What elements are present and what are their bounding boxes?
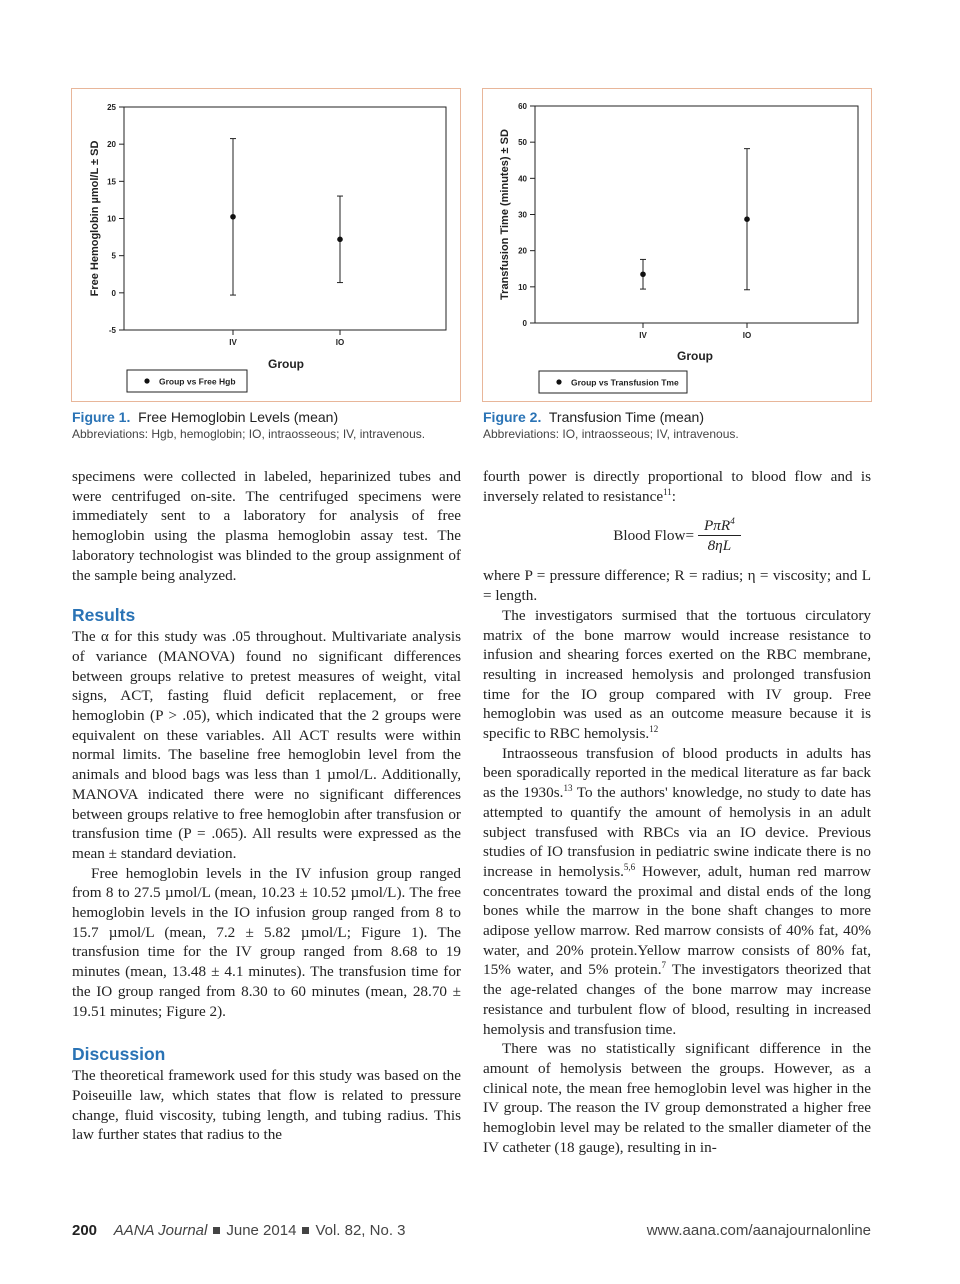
fig2-y-tick-label: 40 [518, 174, 527, 184]
fig2-x-tick-label: IO [742, 331, 752, 340]
right-column [483, 467, 871, 1158]
formula-numerator [698, 516, 741, 536]
fig1-y-tick-label: -5 [108, 326, 116, 335]
fig2-mean-point [744, 216, 750, 222]
page-footer-left [72, 1222, 406, 1239]
figure-1-chart [71, 88, 461, 402]
fig2-mean-point [640, 271, 646, 277]
hypothesis-text: The investigators surmised that the tortuous circulatory matrix of the bone marrow would increase resistance to infusion and shearing forces exerted on the RBC membrane, resulting in increased hemolysis and prolonged transfusion time for the IO group compared with IV group. Free hemoglobin was used as an outcome measure because it is specific to RBC hemolysis. [483, 606, 871, 743]
discussion-heading: Discussion [72, 1044, 166, 1065]
results-paragraph-2: Free hemoglobin levels in the IV infusion group ranged from 8 to 27.5 µmol/L (mean, 10.23 ± 10.52 µmol/L). The free hemoglobin levels in the IO infusion group ranged from 8 to 15.7 µmol/L (mean, 7.2 ± 5.82 µmol/L; Figure 1). The transfusion time for the IV group ranged from 8.68 to 19 minutes (mean, 13.48 ± 4.1 minutes). The transfusion time for the IO group ranged from 8.30 to 60 minutes (mean, 28.70 ± 19.51 minutes; Figure 2). [72, 864, 461, 1020]
results-heading: Results [72, 605, 136, 626]
page-number: 200 [72, 1222, 98, 1239]
fig1-legend-label: Group vs Free Hgb [159, 376, 236, 387]
fig2-legend-marker [556, 379, 561, 384]
fig2-y-tick-label: 0 [522, 319, 527, 328]
figure-2-label: Figure 2. [483, 409, 542, 425]
figure-1-svg [72, 89, 460, 401]
fig1-mean-point [230, 214, 236, 220]
fig2-plot-frame [535, 106, 858, 323]
figure-2-caption [483, 409, 883, 441]
figure-1-caption [72, 409, 472, 441]
io-history-text-c: However, adult, human red marrow concentrates toward the proximal and distal ends of the long bones while the marrow in the bone shaft changes to more adipose yellow marrow. Red marrow consists of 40% fat, 40% water, and 20% protein.Yellow marrow consists of 80% fat, 15% water, and 5% protein. [483, 862, 871, 979]
fig2-y-tick-label: 30 [518, 210, 527, 220]
formula-fraction [698, 516, 741, 555]
formula-lhs: Blood Flow= [613, 526, 695, 544]
formula-numerator-text: PπR [704, 516, 731, 534]
fig1-x-tick-label: IV [229, 338, 237, 347]
figure-2-abbreviations: Abbreviations: IO, intraosseous; IV, intravenous. [483, 427, 739, 441]
fig1-mean-point [337, 237, 343, 243]
hypothesis-paragraph [483, 606, 871, 744]
fig2-y-tick-label: 60 [518, 102, 527, 111]
io-history-text-d: The investigators theorized that the age-related changes of the bone marrow may increase resistance and turbulent flow of blood, resulting in increased hemolysis and transfusion time. [483, 961, 871, 1038]
fig1-y-tick-label: 25 [107, 103, 116, 112]
fig1-legend-marker [144, 378, 149, 383]
poiseuille-formula [483, 512, 871, 558]
io-history-text-b: To the authors' knowledge, no study to date has attempted to quantify the amount of hemolysis in an adult subject transfused with RBCs via an IO device. Previous studies of IO transfusion in pediatric swine indicate there is no increase in hemolysis. [483, 784, 871, 880]
reference-5-6: 5,6 [623, 861, 636, 872]
fig2-y-tick-label: 10 [518, 282, 527, 292]
poiseuille-intro-text: fourth power is directly proportional to blood flow and is inversely related to resistance [483, 468, 871, 505]
journal-url: www.aana.com/aanajournalonline [646, 1222, 871, 1239]
methods-continued-paragraph: specimens were collected in labeled, heparinized tubes and were centrifuged on-site. The centrifuged specimens were immediately sent to a laboratory for analysis of free hemoglobin using the plasma hemoglobin assay test. The laboratory technologist was blinded to the group assignment of the sample being analyzed. [72, 468, 461, 584]
volume-number: Vol. 82, No. 3 [315, 1222, 406, 1239]
figure-1-label: Figure 1. [72, 409, 131, 425]
fig1-y-tick-label: 10 [107, 214, 116, 224]
issue-date: June 2014 [226, 1222, 297, 1239]
fig2-y-tick-label: 50 [518, 138, 527, 148]
fig1-plot-frame [124, 107, 446, 330]
fig1-y-tick-label: 20 [107, 140, 116, 150]
fig1-x-axis-label: Group [268, 357, 304, 371]
page-footer-right [647, 1222, 871, 1239]
figure-2-chart [482, 88, 872, 402]
journal-name: AANA Journal [113, 1222, 208, 1239]
fig1-y-tick-label: 15 [107, 177, 116, 187]
fig1-y-tick-label: 0 [111, 288, 116, 298]
poiseuille-intro-paragraph [483, 467, 871, 506]
figure-2-title: Transfusion Time (mean) [548, 409, 704, 425]
fig2-x-tick-label: IV [639, 331, 647, 340]
reference-7: 7 [661, 960, 667, 971]
results-paragraph-1: The α for this study was .05 throughout. Multivariate analysis of variance (MANOVA) found no significant differences between groups relative to pretest measures of weight, vital signs, ACT, fasting fluid deficit replacement, or free hemoglobin (P > .05), which indicated that the 2 groups were equivalent on these variables. All ACT results were within normal limits. The baseline free hemoglobin level from the animals and blood bags was less than 1 µmol/L. Additionally, MANOVA indicated there were no significant differences between groups relative to free hemoglobin after transfusion or transfusion time (P = .065). All results were expressed as the mean ± standard deviation. [72, 628, 461, 862]
formula-exponent: 4 [730, 515, 735, 526]
hemolysis-difference-paragraph: There was no statistically significant difference in the amount of hemolysis between the groups. However, as a clinical note, the mean free hemoglobin level was higher in the IV group. The reason the IV group demonstrated a higher free hemoglobin level may be related to the smaller diameter of the IV catheter (18 gauge), resulting in in- [483, 1040, 871, 1156]
figure-1-title: Free Hemoglobin Levels (mean) [138, 409, 339, 425]
fig1-y-tick-label: 5 [111, 251, 116, 261]
io-history-text-a: Intraosseous transfusion of blood products in adults has been sporadically reported in the medical literature as far back as the 1930s. [483, 744, 871, 802]
reference-13: 13 [563, 783, 573, 794]
poiseuille-intro-colon: : [671, 487, 676, 505]
figure-1-abbreviations: Abbreviations: Hgb, hemoglobin; IO, intraosseous; IV, intravenous. [72, 427, 426, 441]
reference-11: 11 [663, 486, 672, 497]
fig2-y-tick-label: 20 [518, 246, 527, 256]
fig1-y-axis-label: Free Hemoglobin µmol/L ± SD [89, 140, 101, 297]
formula-definition-paragraph: where P = pressure difference; R = radius; η = viscosity; and L = length. [483, 567, 871, 605]
figure-2-svg [483, 89, 871, 401]
fig2-legend-label: Group vs Transfusion Tme [571, 377, 679, 388]
separator-square-icon [213, 1227, 220, 1234]
fig1-x-tick-label: IO [335, 338, 345, 347]
left-column [72, 467, 461, 1145]
intraosseous-history-paragraph [483, 744, 871, 1040]
fig2-y-axis-label: Transfusion Time (minutes) ± SD [499, 129, 511, 300]
fig2-x-axis-label: Group [677, 349, 713, 363]
formula-denominator: 8ηL [707, 536, 732, 554]
reference-12: 12 [649, 724, 659, 735]
discussion-paragraph-1: The theoretical framework used for this study was based on the Poiseuille law, which states that flow is related to pressure change, fluid viscosity, tubing length, and tubing radius. This law further states that radius to the [72, 1067, 461, 1144]
separator-square-icon [302, 1227, 309, 1234]
